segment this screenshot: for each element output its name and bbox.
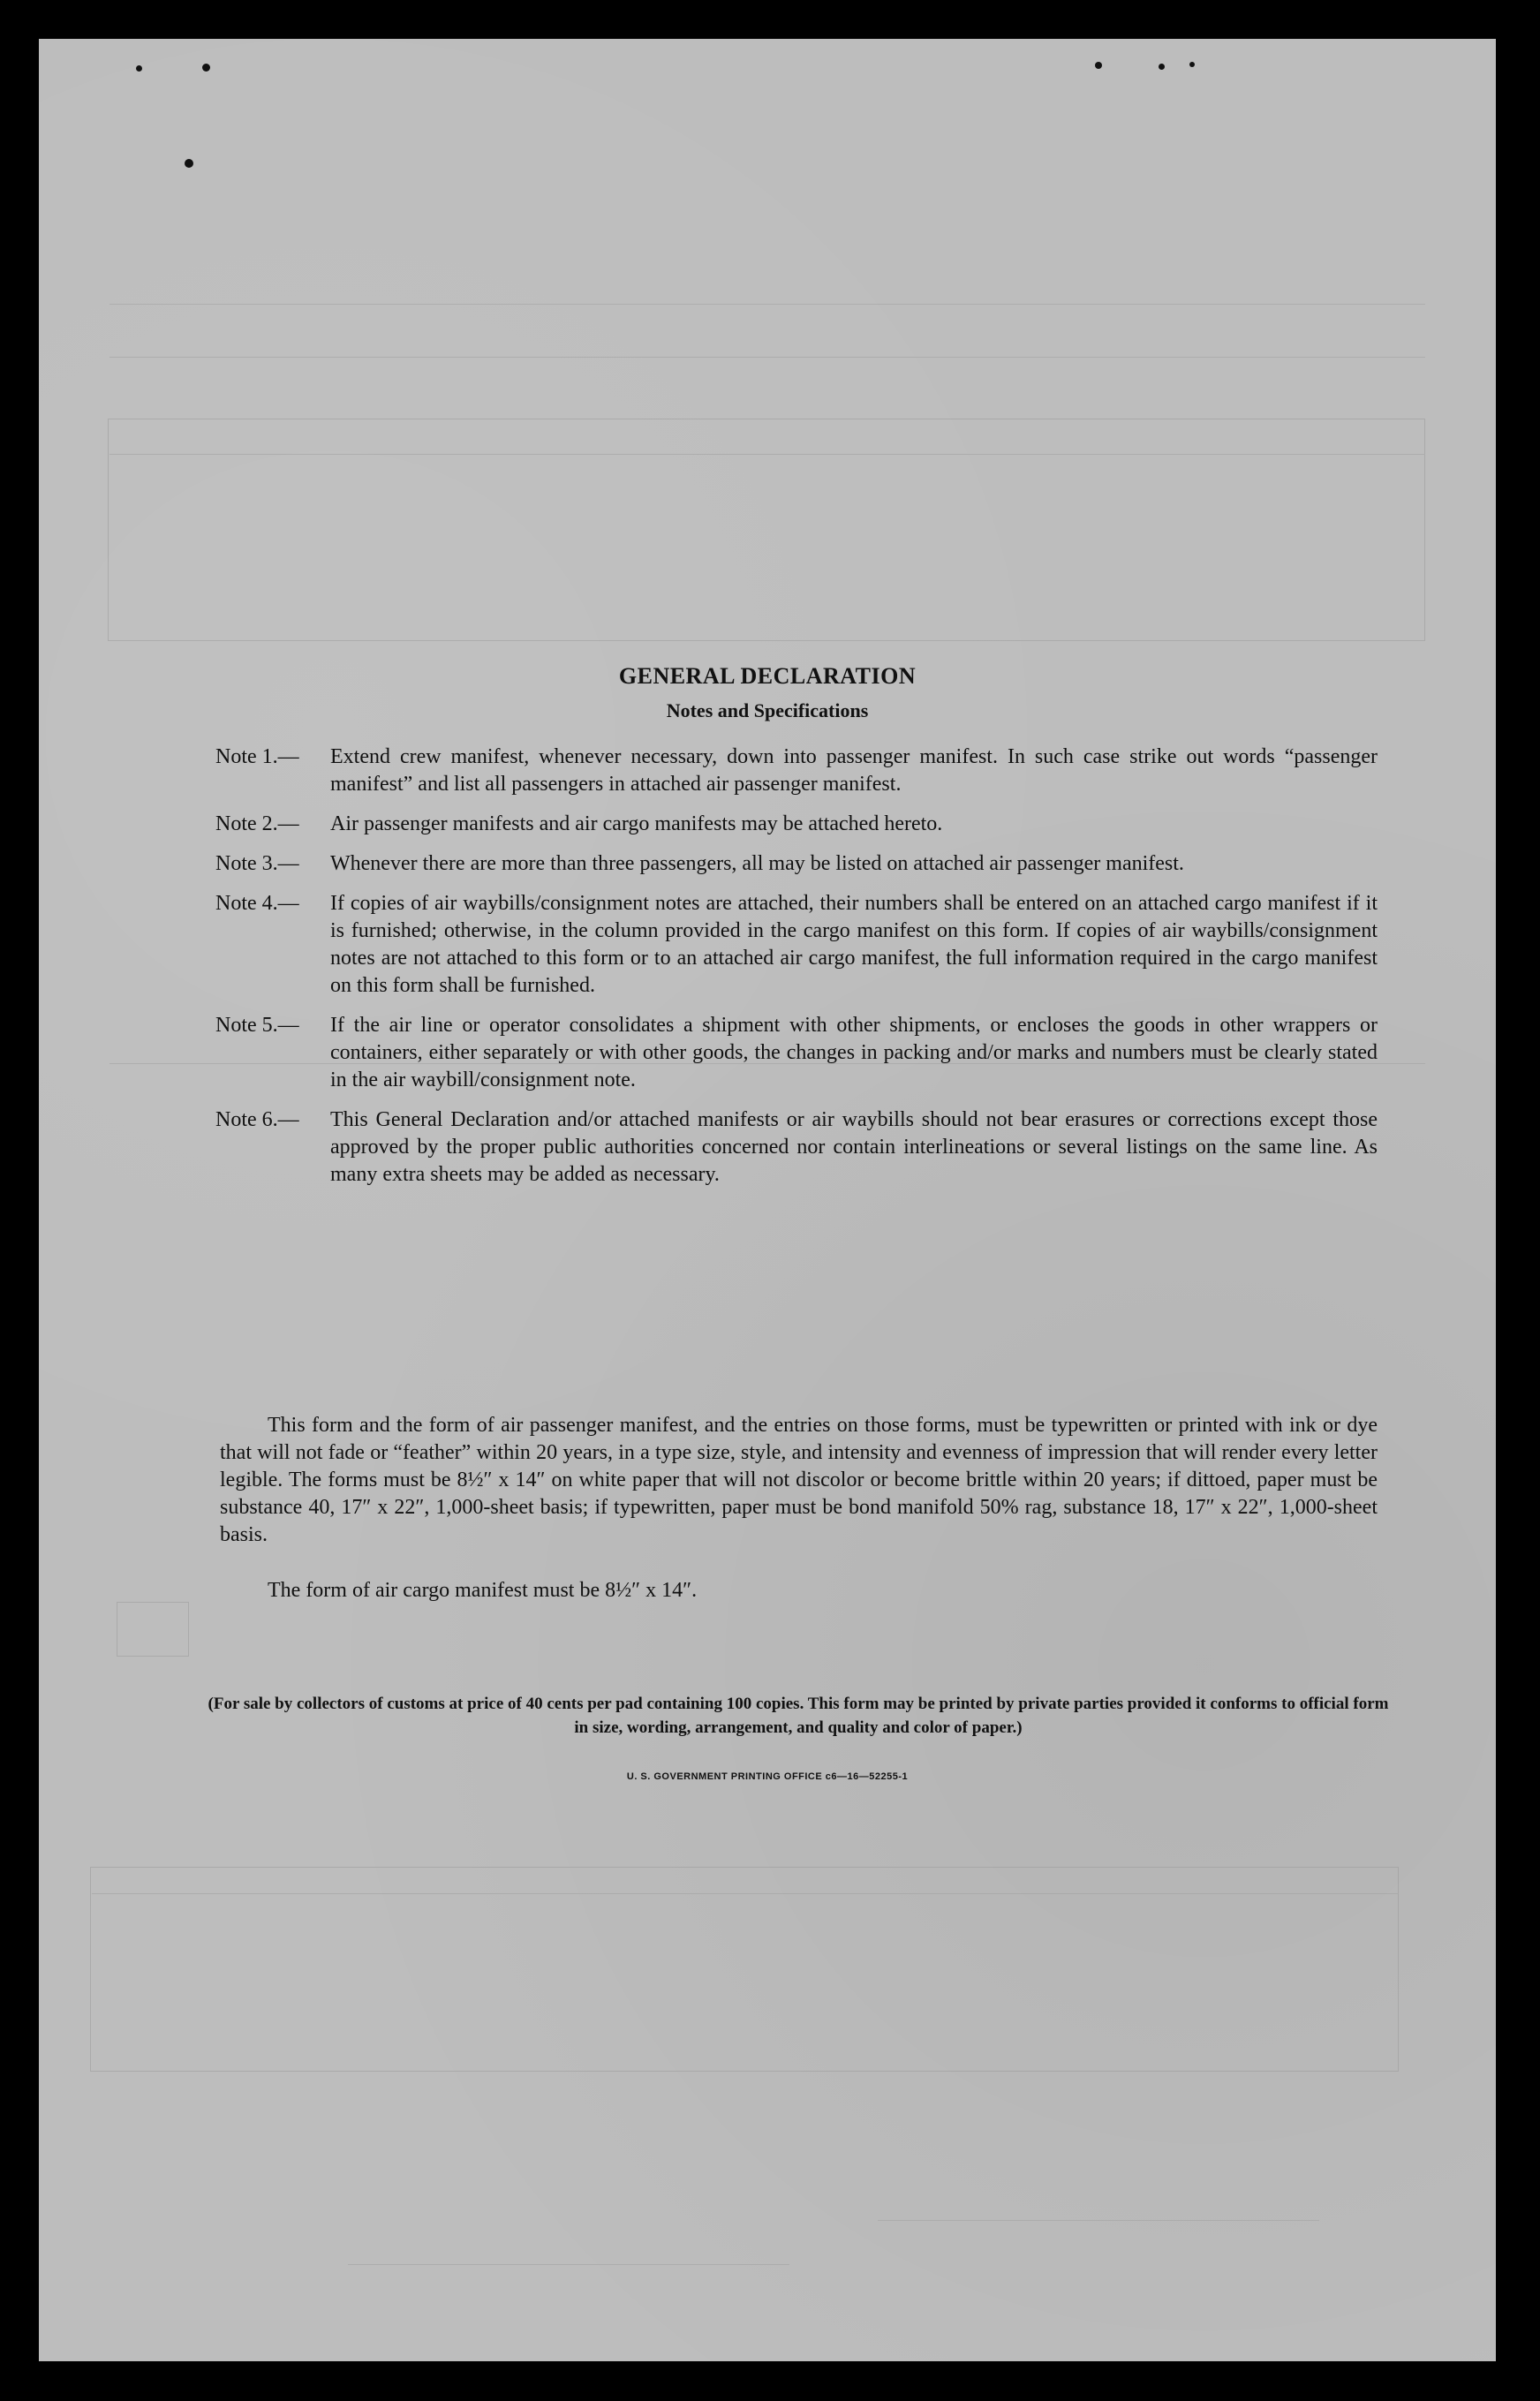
note-3 bbox=[215, 850, 1378, 878]
note-label: Note 1.— bbox=[215, 745, 299, 768]
note-6 bbox=[215, 1106, 1378, 1189]
page-subtitle: Notes and Specifications bbox=[666, 699, 869, 721]
note-1 bbox=[215, 744, 1378, 798]
specification-paragraph: This form and the form of air passenger manifest, and the entries on those forms, must be typewritten or printed with ink or dye that will not fade or “feather” within 20 years, in a type size, style, and intensity and evenness of impression that will render every letter legible. The forms must be 8½″ x 14″ on white paper that will not discolor or become brittle within 20 years; if dittoed, paper must be substance 40, 17″ x 22″, 1,000-sheet basis; if typewritten, paper must be bond manifold 50% rag, substance 18, 17″ x 22″, 1,000-sheet basis. bbox=[220, 1414, 1378, 1546]
notes-page bbox=[39, 39, 1496, 2361]
note-text: If copies of air waybills/consignment notes are attached, their numbers shall be entered on an attached cargo manifest if it is furnished; otherwise, in the column provided in the cargo manifest on this form. If copies of air waybills/consignment notes are not attached to this form or to an attached air cargo manifest, the full information required in the cargo manifest on this form shall be furnished. bbox=[330, 892, 1378, 997]
note-label: Note 5.— bbox=[215, 1014, 299, 1037]
note-label: Note 3.— bbox=[215, 852, 299, 875]
cargo-manifest-size-note: The form of air cargo manifest must be 8½″ x 14″. bbox=[268, 1579, 698, 1602]
ink-speck bbox=[1095, 62, 1102, 69]
note-2 bbox=[215, 811, 1378, 838]
printing-office-imprint: U. S. GOVERNMENT PRINTING OFFICE c6—16—52255-1 bbox=[626, 1771, 909, 1782]
ink-speck bbox=[185, 159, 193, 168]
ink-speck bbox=[1189, 62, 1195, 67]
ink-speck bbox=[136, 65, 142, 72]
page-title: GENERAL DECLARATION bbox=[618, 663, 917, 689]
notes-list bbox=[215, 744, 1378, 1201]
note-5 bbox=[215, 1012, 1378, 1094]
note-text: This General Declaration and/or attached manifests or air waybills should not bear erasures or corrections except those approved by the proper public authorities concerned nor contain interlineations or several listings on the same line. As many extra sheets may be added as necessary. bbox=[330, 1108, 1378, 1186]
note-label: Note 6.— bbox=[215, 1108, 299, 1131]
note-4 bbox=[215, 890, 1378, 1000]
note-text: Extend crew manifest, whenever necessary, down into passenger manifest. In such case strike out words “passenger manifest” and list all passengers in attached air passenger manifest. bbox=[330, 745, 1378, 796]
ink-speck bbox=[1159, 64, 1165, 70]
document-sheet bbox=[39, 39, 1496, 2361]
ink-speck bbox=[202, 64, 210, 72]
sale-notice: (For sale by collectors of customs at price of 40 cents per pad containing 100 copies. This form may be printed by private parties provided it conforms to official form in size, wording, arrangement, and quality and color of paper.) bbox=[208, 1695, 1389, 1737]
note-text: Whenever there are more than three passengers, all may be listed on attached air passenger manifest. bbox=[330, 852, 1184, 875]
note-label: Note 4.— bbox=[215, 892, 299, 915]
note-text: Air passenger manifests and air cargo manifests may be attached hereto. bbox=[330, 812, 943, 835]
note-text: If the air line or operator consolidates a shipment with other shipments, or encloses the goods in other wrappers or containers, either separately or with other goods, the changes in packing and/or marks and numbers must be clearly stated in the air waybill/consignment note. bbox=[330, 1014, 1378, 1091]
note-label: Note 2.— bbox=[215, 812, 299, 835]
